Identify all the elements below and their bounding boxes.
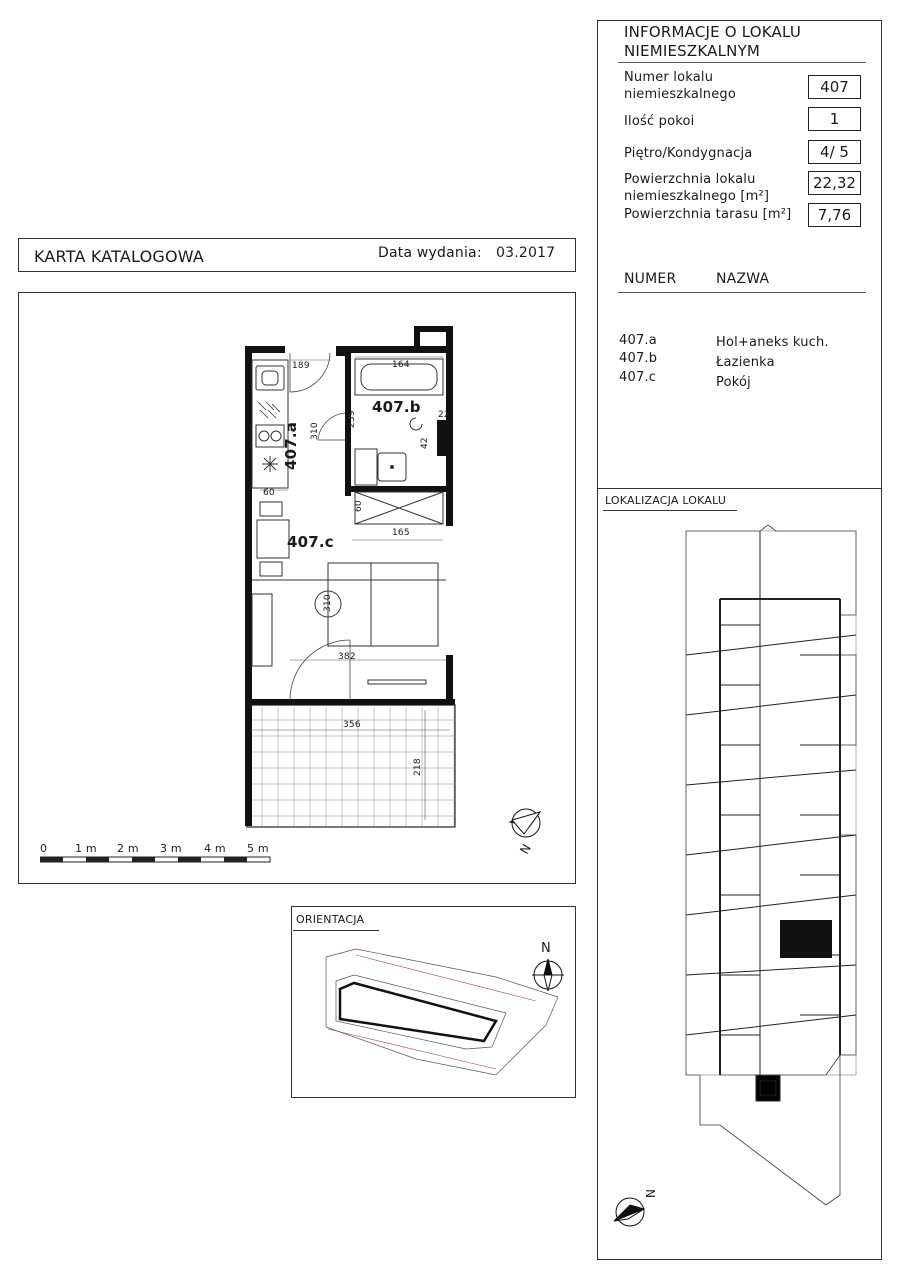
location-floor-plan: [600, 515, 880, 1255]
scale-1m: 1 m: [75, 842, 97, 855]
info-row-terrace-label: Powierzchnia tarasu [m²]: [624, 207, 792, 222]
info-row-area-label1: Powierzchnia lokalu: [624, 172, 756, 187]
card-date-label: Data wydania:: [378, 245, 482, 261]
info-title-line1: INFORMACJE O LOKALU: [624, 23, 802, 41]
dim-382: 382: [338, 652, 356, 662]
info-row-rooms-value: 1: [808, 107, 861, 131]
scale-2m: 2 m: [117, 842, 139, 855]
info-title-line2: NIEMIESZKALNYM: [624, 42, 761, 60]
floor-plan-drawing: [18, 292, 576, 884]
scale-3m: 3 m: [160, 842, 182, 855]
location-north-letter: N: [644, 1188, 658, 1198]
info-row-rooms-label: Ilość pokoi: [624, 114, 695, 129]
scale-5m: 5 m: [247, 842, 269, 855]
room-label-407a: 407.a: [282, 421, 300, 470]
location-title-underline: [603, 510, 737, 511]
dim-60a: 60: [263, 488, 275, 498]
dim-218: 218: [413, 758, 423, 776]
col-header-nazwa: NAZWA: [716, 271, 770, 287]
orientation-north-letter: N: [541, 941, 551, 956]
orientation-title: ORIENTACJA: [296, 913, 365, 926]
dim-42: 42: [420, 437, 430, 449]
location-divider: [597, 488, 882, 489]
info-row-area-value: 22,32: [808, 171, 861, 195]
room-c-number: 407.c: [619, 370, 657, 385]
scale-0: 0: [40, 842, 48, 855]
dim-239: 239: [347, 410, 357, 428]
info-row-terrace-value: 7,76: [808, 203, 861, 227]
orientation-site-plan: [296, 935, 576, 1095]
location-title: LOKALIZACJA LOKALU: [605, 494, 727, 507]
info-row-floor-label: Piętro/Kondygnacja: [624, 146, 753, 161]
room-label-407b: 407.b: [372, 398, 421, 416]
dim-165: 165: [392, 528, 410, 538]
dim-164: 164: [392, 360, 410, 370]
dim-22: 22: [438, 410, 450, 420]
dim-310b: 310: [323, 594, 333, 612]
info-row-floor-value: 4/ 5: [808, 140, 861, 164]
room-b-name: Łazienka: [716, 355, 775, 370]
scale-bar: [40, 856, 280, 864]
info-title-divider: [618, 62, 866, 63]
info-row-number-label1: Numer lokalu: [624, 70, 714, 85]
dim-60b: 60: [354, 500, 364, 512]
room-a-name: Hol+aneks kuch.: [716, 335, 829, 350]
info-row-number-label2: niemieszkalnego: [624, 87, 737, 102]
info-row-area-label2: niemieszkalnego [m²]: [624, 189, 770, 204]
room-label-407c: 407.c: [287, 533, 334, 551]
scale-4m: 4 m: [204, 842, 226, 855]
dim-356: 356: [343, 720, 361, 730]
col-header-divider: [618, 292, 866, 293]
dim-189: 189: [292, 361, 310, 371]
room-b-number: 407.b: [619, 351, 658, 366]
dim-310a: 310: [310, 422, 320, 440]
col-header-numer: NUMER: [624, 271, 677, 287]
plan-north-letter: N: [517, 841, 534, 857]
info-row-number-value: 407: [808, 75, 861, 99]
card-title: KARTA KATALOGOWA: [34, 247, 205, 266]
room-c-name: Pokój: [716, 375, 751, 390]
room-a-number: 407.a: [619, 333, 657, 348]
orientation-title-underline: [293, 930, 379, 931]
card-date-value: 03.2017: [496, 245, 556, 261]
